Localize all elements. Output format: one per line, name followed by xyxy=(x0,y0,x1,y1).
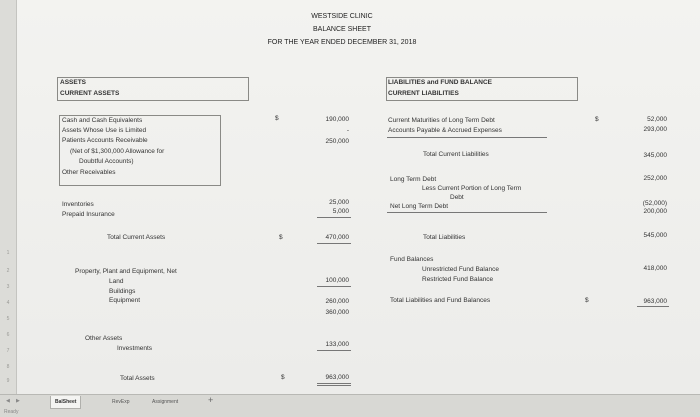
current-assets-heading: CURRENT ASSETS xyxy=(60,90,120,97)
land-value[interactable]: 100,000 xyxy=(325,277,349,284)
limited-value[interactable]: - xyxy=(346,127,349,134)
less-current-label: Less Current Portion of Long Term xyxy=(422,185,522,192)
total-assets-label: Total Assets xyxy=(120,375,155,382)
investments-label: Investments xyxy=(117,345,153,352)
scroll-right-icon[interactable]: ▶ xyxy=(16,398,20,404)
other-receivables-label: Other Receivables xyxy=(62,169,116,176)
row-number: 9 xyxy=(6,378,10,384)
row-number: 4 xyxy=(6,300,10,306)
buildings-label: Buildings xyxy=(109,288,136,295)
status-text: Ready xyxy=(4,409,19,415)
inventories-label: Inventories xyxy=(62,201,94,208)
accounts-payable-label: Accounts Payable & Accrued Expenses xyxy=(388,127,502,134)
total-current-assets-label: Total Current Assets xyxy=(107,234,166,241)
doubtful-label: Doubtful Accounts) xyxy=(79,158,134,165)
row-number: 1 xyxy=(6,250,10,256)
restricted-label: Restricted Fund Balance xyxy=(422,276,494,283)
accounts-payable-value[interactable]: 293,000 xyxy=(643,126,667,133)
cash-label: Cash and Cash Equivalents xyxy=(62,117,143,124)
liabilities-heading: LIABILITIES and FUND BALANCE xyxy=(388,79,492,86)
debt-label: Debt xyxy=(450,194,464,201)
add-sheet-button[interactable]: + xyxy=(208,395,214,405)
total-liab-fund-label: Total Liabilities and Fund Balances xyxy=(390,297,491,304)
other-assets-label: Other Assets xyxy=(85,335,123,342)
row-number: 2 xyxy=(6,268,10,274)
prepaid-label: Prepaid Insurance xyxy=(62,211,115,218)
investments-underline xyxy=(317,350,351,351)
limited-label: Assets Whose Use is Limited xyxy=(62,127,147,134)
title-balance-sheet: BALANCE SHEET xyxy=(313,26,371,33)
row-number: 7 xyxy=(6,348,10,354)
prepaid-value[interactable]: 5,000 xyxy=(332,208,349,215)
total-current-underline xyxy=(317,243,351,244)
row-header-column xyxy=(0,0,17,394)
long-term-debt-label: Long Term Debt xyxy=(390,176,437,183)
sheet-tabs-bar xyxy=(0,394,700,417)
land-underline xyxy=(317,286,351,287)
total-current-assets-dollar: $ xyxy=(279,234,283,241)
tab-balsheet[interactable]: BalSheet xyxy=(50,396,81,409)
row-number: 8 xyxy=(6,364,10,370)
cash-dollar: $ xyxy=(275,115,279,122)
current-liabilities-heading: CURRENT LIABILITIES xyxy=(388,90,459,97)
assets-heading: ASSETS xyxy=(60,79,87,86)
net-long-term-debt-label: Net Long Term Debt xyxy=(390,203,449,210)
fund-balances-label: Fund Balances xyxy=(390,256,434,263)
equipment-value[interactable]: 360,000 xyxy=(325,309,349,316)
land-label: Land xyxy=(109,278,124,285)
total-liab-fund-underline xyxy=(637,306,669,307)
net-long-term-debt-value[interactable]: 200,000 xyxy=(643,208,667,215)
current-maturities-label: Current Maturities of Long Term Debt xyxy=(388,117,495,124)
total-current-assets-value[interactable]: 470,000 xyxy=(325,234,349,241)
tab-revexp[interactable]: RevExp xyxy=(112,399,130,405)
current-maturities-value[interactable]: 52,000 xyxy=(647,116,667,123)
investments-value[interactable]: 133,000 xyxy=(325,341,349,348)
long-term-debt-value[interactable]: 252,000 xyxy=(643,175,667,182)
cash-value[interactable]: 190,000 xyxy=(325,116,349,123)
total-assets-double-underline xyxy=(317,385,351,386)
long-term-underline xyxy=(387,212,547,213)
ppe-label: Property, Plant and Equipment, Net xyxy=(75,268,177,275)
total-liabilities-label: Total Liabilities xyxy=(423,234,466,241)
unrestricted-label: Unrestricted Fund Balance xyxy=(422,266,499,273)
total-assets-dollar: $ xyxy=(281,374,285,381)
equipment-label: Equipment xyxy=(109,297,141,304)
buildings-value[interactable]: 260,000 xyxy=(325,298,349,305)
total-assets-value[interactable]: 963,000 xyxy=(325,374,349,381)
inventories-value[interactable]: 25,000 xyxy=(329,199,349,206)
liabilities-dollar: $ xyxy=(595,116,599,123)
prepaid-underline xyxy=(317,217,351,218)
current-liab-underline xyxy=(387,137,547,138)
receivable-label: Patients Accounts Receivable xyxy=(62,137,148,144)
scroll-left-icon[interactable]: ◀ xyxy=(6,398,10,404)
spreadsheet-grid[interactable] xyxy=(17,0,700,394)
total-liabilities-value[interactable]: 545,000 xyxy=(643,232,667,239)
total-liab-fund-value[interactable]: 963,000 xyxy=(643,298,667,305)
row-number: 5 xyxy=(6,316,10,322)
allowance-label: (Net of $1,300,000 Allowance for xyxy=(70,148,165,155)
total-current-liabilities-label: Total Current Liabilities xyxy=(423,151,489,158)
tab-assignment[interactable]: Assignment xyxy=(152,399,179,405)
less-current-value[interactable]: (52,000) xyxy=(642,200,667,207)
receivable-value[interactable]: 250,000 xyxy=(325,138,349,145)
fund-total-value[interactable]: 418,000 xyxy=(643,265,667,272)
total-assets-underline xyxy=(317,383,351,384)
row-number: 3 xyxy=(6,284,10,290)
title-period: FOR THE YEAR ENDED DECEMBER 31, 2018 xyxy=(267,39,417,46)
title-clinic: WESTSIDE CLINIC xyxy=(311,13,373,20)
total-current-liabilities-value[interactable]: 345,000 xyxy=(643,152,667,159)
total-liab-fund-dollar: $ xyxy=(585,297,589,304)
row-number: 6 xyxy=(6,332,10,338)
